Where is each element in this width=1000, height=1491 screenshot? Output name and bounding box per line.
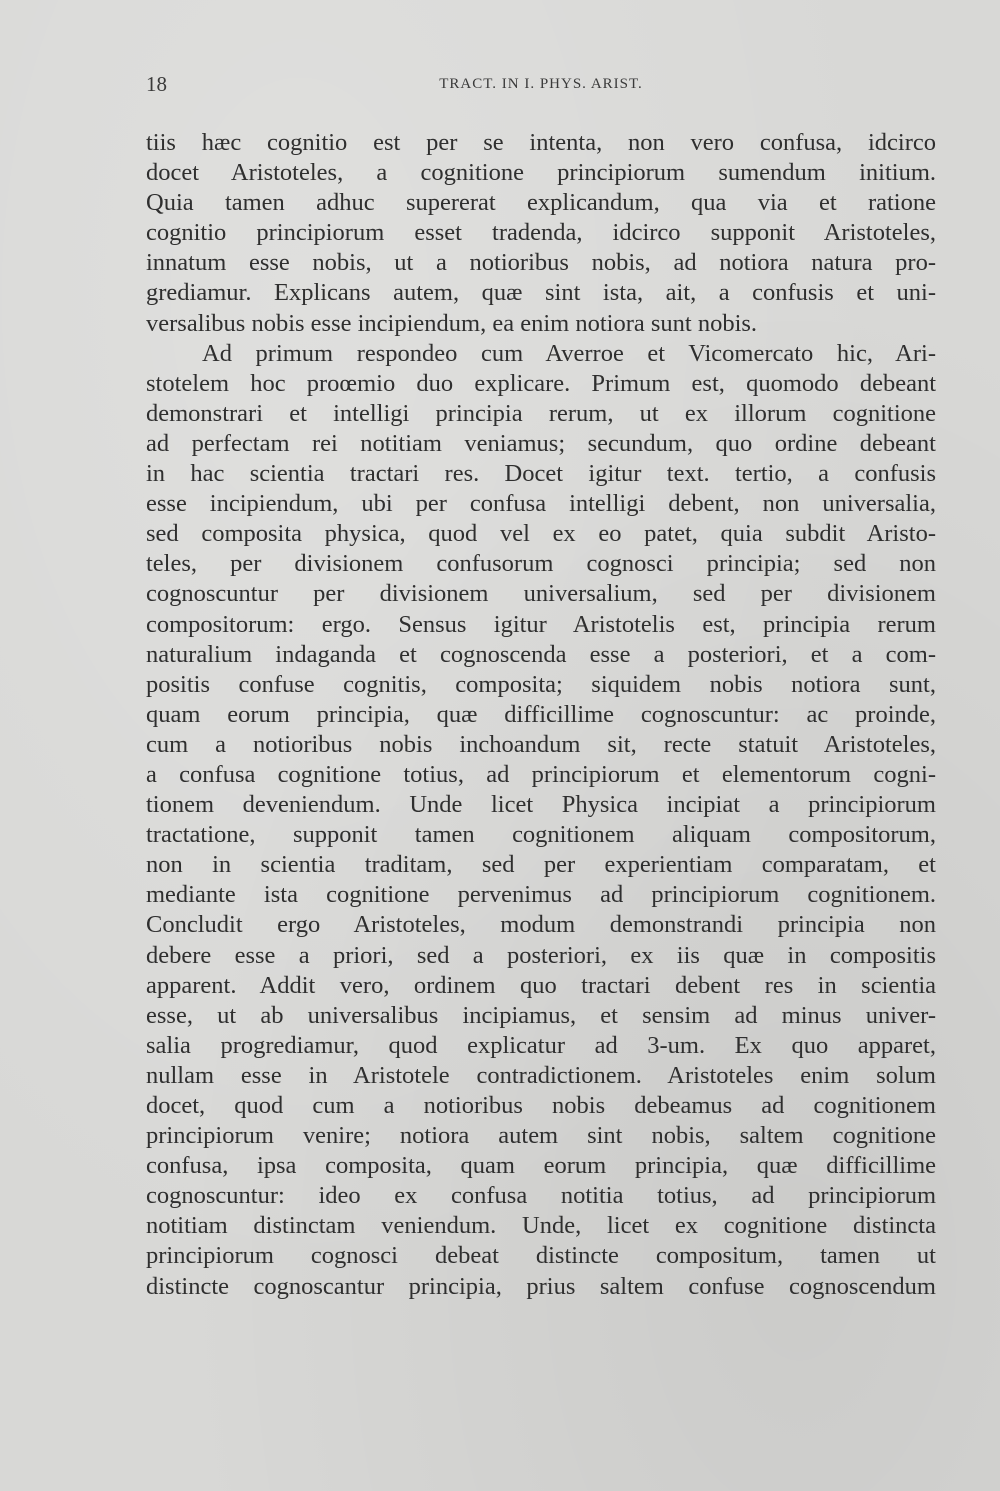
text-line: nullam esse in Aristotele contradictionem. Aristoteles enim solum <box>146 1061 936 1089</box>
text-line: tiis hæc cognitio est per se intenta, non vero confusa, idcirco <box>146 129 936 156</box>
text-line: in hac scientia tractari res. Docet igitur text. tertio, a confusis <box>146 460 936 488</box>
text-line: esse, ut ab universalibus incipiamus, et sensim ad minus univer- <box>146 1001 936 1029</box>
text-line: versalibus nobis esse incipiendum, ea enim notiora sunt nobis. <box>146 309 758 337</box>
text-line: apparent. Addit vero, ordinem quo tractari debent res in scientia <box>146 971 936 999</box>
text-line: Concludit ergo Aristoteles, modum demonstrandi principia non <box>146 911 936 939</box>
text-line: cognitio principiorum esset tradenda, idcirco supponit Aristoteles, <box>146 219 936 247</box>
text-line: principiorum venire; notiora autem sint nobis, saltem cognitione <box>146 1122 936 1150</box>
text-line: tractatione, supponit tamen cognitionem aliquam compositorum, <box>146 821 936 849</box>
text-line: quam eorum principia, quæ difficillime cognoscuntur: ac proinde, <box>146 700 936 728</box>
text-line: docet Aristoteles, a cognitione principiorum sumendum initium. <box>146 159 936 187</box>
text-line: esse incipiendum, ubi per confusa intelligi debent, non universalia, <box>146 490 936 518</box>
text-line: distincte cognoscantur principia, prius saltem confuse cognoscendum <box>146 1272 936 1300</box>
text-line: principiorum cognosci debeat distincte compositum, tamen ut <box>146 1242 936 1270</box>
text-line: Ad primum respondeo cum Averroe et Vicomercato hic, Ari- <box>202 339 936 367</box>
text-line: positis confuse cognitis, composita; siquidem nobis notiora sunt, <box>146 670 936 698</box>
text-line: salia progrediamur, quod explicatur ad 3-um. Ex quo apparet, <box>146 1031 936 1059</box>
text-line: Quia tamen adhuc supererat explicandum, qua via et ratione <box>146 189 936 217</box>
text-line: naturalium indaganda et cognoscenda esse a posteriori, et a com- <box>146 640 936 668</box>
running-title: TRACT. IN I. PHYS. ARIST. <box>439 76 643 92</box>
text-line: stotelem hoc proœmio duo explicare. Primum est, quomodo debeant <box>146 369 936 397</box>
text-line: non in scientia traditam, sed per experientiam comparatam, et <box>146 851 936 879</box>
text-line: cognoscuntur per divisionem universalium, sed per divisionem <box>146 580 936 608</box>
text-line: cognoscuntur: ideo ex confusa notitia totius, ad principiorum <box>146 1182 936 1210</box>
text-line: demonstrari et intelligi principia rerum, ut ex illorum cognitione <box>146 399 936 427</box>
text-line: a confusa cognitione totius, ad principiorum et elementorum cogni- <box>146 760 936 788</box>
text-line: notitiam distinctam veniendum. Unde, licet ex cognitione distincta <box>146 1212 936 1240</box>
text-line: tionem deveniendum. Unde licet Physica incipiat a principiorum <box>146 791 936 819</box>
text-line: mediante ista cognitione pervenimus ad principiorum cognitionem. <box>146 881 936 909</box>
text-line: cum a notioribus nobis inchoandum sit, recte statuit Aristoteles, <box>146 730 936 758</box>
text-line: sed composita physica, quod vel ex eo patet, quia subdit Aristo- <box>146 520 936 548</box>
text-line: ad perfectam rei notitiam veniamus; secundum, quo ordine debeant <box>146 429 936 457</box>
text-line: compositorum: ergo. Sensus igitur Aristotelis est, principia rerum <box>146 610 936 638</box>
text-line: teles, per divisionem confusorum cognosci principia; sed non <box>146 550 936 578</box>
paragraph <box>146 339 936 1302</box>
running-head <box>146 72 936 102</box>
paragraph <box>146 128 936 339</box>
text-line: innatum esse nobis, ut a notioribus nobis, ad notiora natura pro- <box>146 249 936 277</box>
body-text <box>146 128 936 1302</box>
text-line: grediamur. Explicans autem, quæ sint ista, ait, a confusis et uni- <box>146 279 936 307</box>
text-line: confusa, ipsa composita, quam eorum principia, quæ difficillime <box>146 1152 936 1180</box>
text-line: debere esse a priori, sed a posteriori, ex iis quæ in compositis <box>146 941 936 969</box>
text-line: docet, quod cum a notioribus nobis debeamus ad cognitionem <box>146 1092 936 1119</box>
page-number: 18 <box>146 72 167 96</box>
